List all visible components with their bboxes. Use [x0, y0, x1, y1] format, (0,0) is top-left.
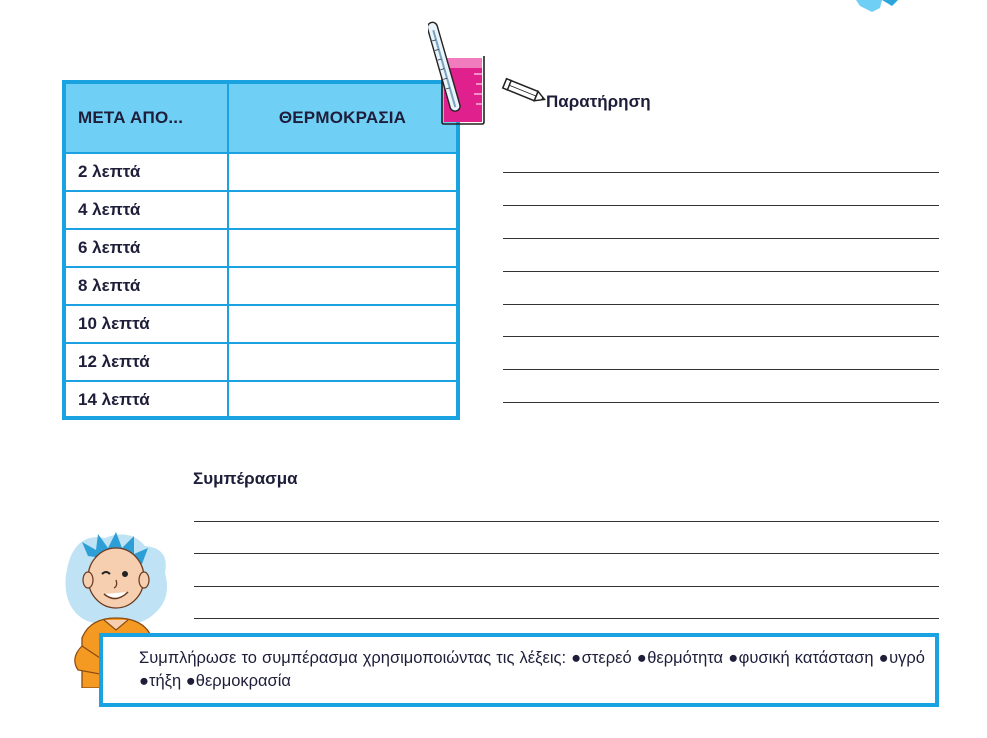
- table-header-row: [66, 84, 456, 153]
- observation-answer-line[interactable]: [503, 402, 939, 403]
- conclusion-answer-line[interactable]: [194, 586, 939, 587]
- conclusion-title: Συμπέρασμα: [193, 469, 298, 488]
- time-cell: 10 λεπτά: [66, 305, 228, 343]
- temperature-input-cell[interactable]: [228, 381, 456, 418]
- table-row: [66, 191, 456, 229]
- table-row: [66, 267, 456, 305]
- time-cell: 12 λεπτά: [66, 343, 228, 381]
- conclusion-answer-line[interactable]: [194, 618, 939, 619]
- observation-title: Παρατήρηση: [546, 92, 651, 111]
- table-row: [66, 229, 456, 267]
- pencil-icon: [500, 76, 546, 112]
- conclusion-answer-line[interactable]: [194, 521, 939, 522]
- temperature-input-cell[interactable]: [228, 305, 456, 343]
- time-cell: 4 λεπτά: [66, 191, 228, 229]
- observation-answer-line[interactable]: [503, 336, 939, 337]
- conclusion-answer-line[interactable]: [194, 553, 939, 554]
- temperature-input-cell[interactable]: [228, 267, 456, 305]
- time-cell: 2 λεπτά: [66, 153, 228, 191]
- header-after: ΜΕΤΑ ΑΠΟ...: [66, 84, 228, 153]
- table-row: [66, 343, 456, 381]
- header-temperature: ΘΕΡΜΟΚΡΑΣΙΑ: [228, 84, 456, 153]
- beaker-thermometer-icon: [428, 18, 488, 128]
- time-cell: 6 λεπτά: [66, 229, 228, 267]
- time-cell: 8 λεπτά: [66, 267, 228, 305]
- observation-answer-line[interactable]: [503, 205, 939, 206]
- table-row: [66, 153, 456, 191]
- instruction-box: [99, 633, 939, 707]
- table-row: [66, 381, 456, 418]
- temperature-input-cell[interactable]: [228, 191, 456, 229]
- observation-answer-line[interactable]: [503, 238, 939, 239]
- temperature-table: [62, 80, 460, 420]
- temperature-input-cell[interactable]: [228, 229, 456, 267]
- table-row: [66, 305, 456, 343]
- observation-answer-line[interactable]: [503, 369, 939, 370]
- temperature-input-cell[interactable]: [228, 153, 456, 191]
- temperature-input-cell[interactable]: [228, 343, 456, 381]
- instruction-text: Συμπλήρωσε το συμπέρασμα χρησιμοποιώντας τις λέξεις: ●στερεό ●θερμότητα ●φυσική κατάσταση ●υγρό ●τήξη ●θερμοκρασία: [139, 649, 925, 690]
- observation-answer-line[interactable]: [503, 304, 939, 305]
- observation-answer-line[interactable]: [503, 172, 939, 173]
- corner-decoration: [852, 0, 902, 14]
- observation-answer-line[interactable]: [503, 271, 939, 272]
- time-cell: 14 λεπτά: [66, 381, 228, 418]
